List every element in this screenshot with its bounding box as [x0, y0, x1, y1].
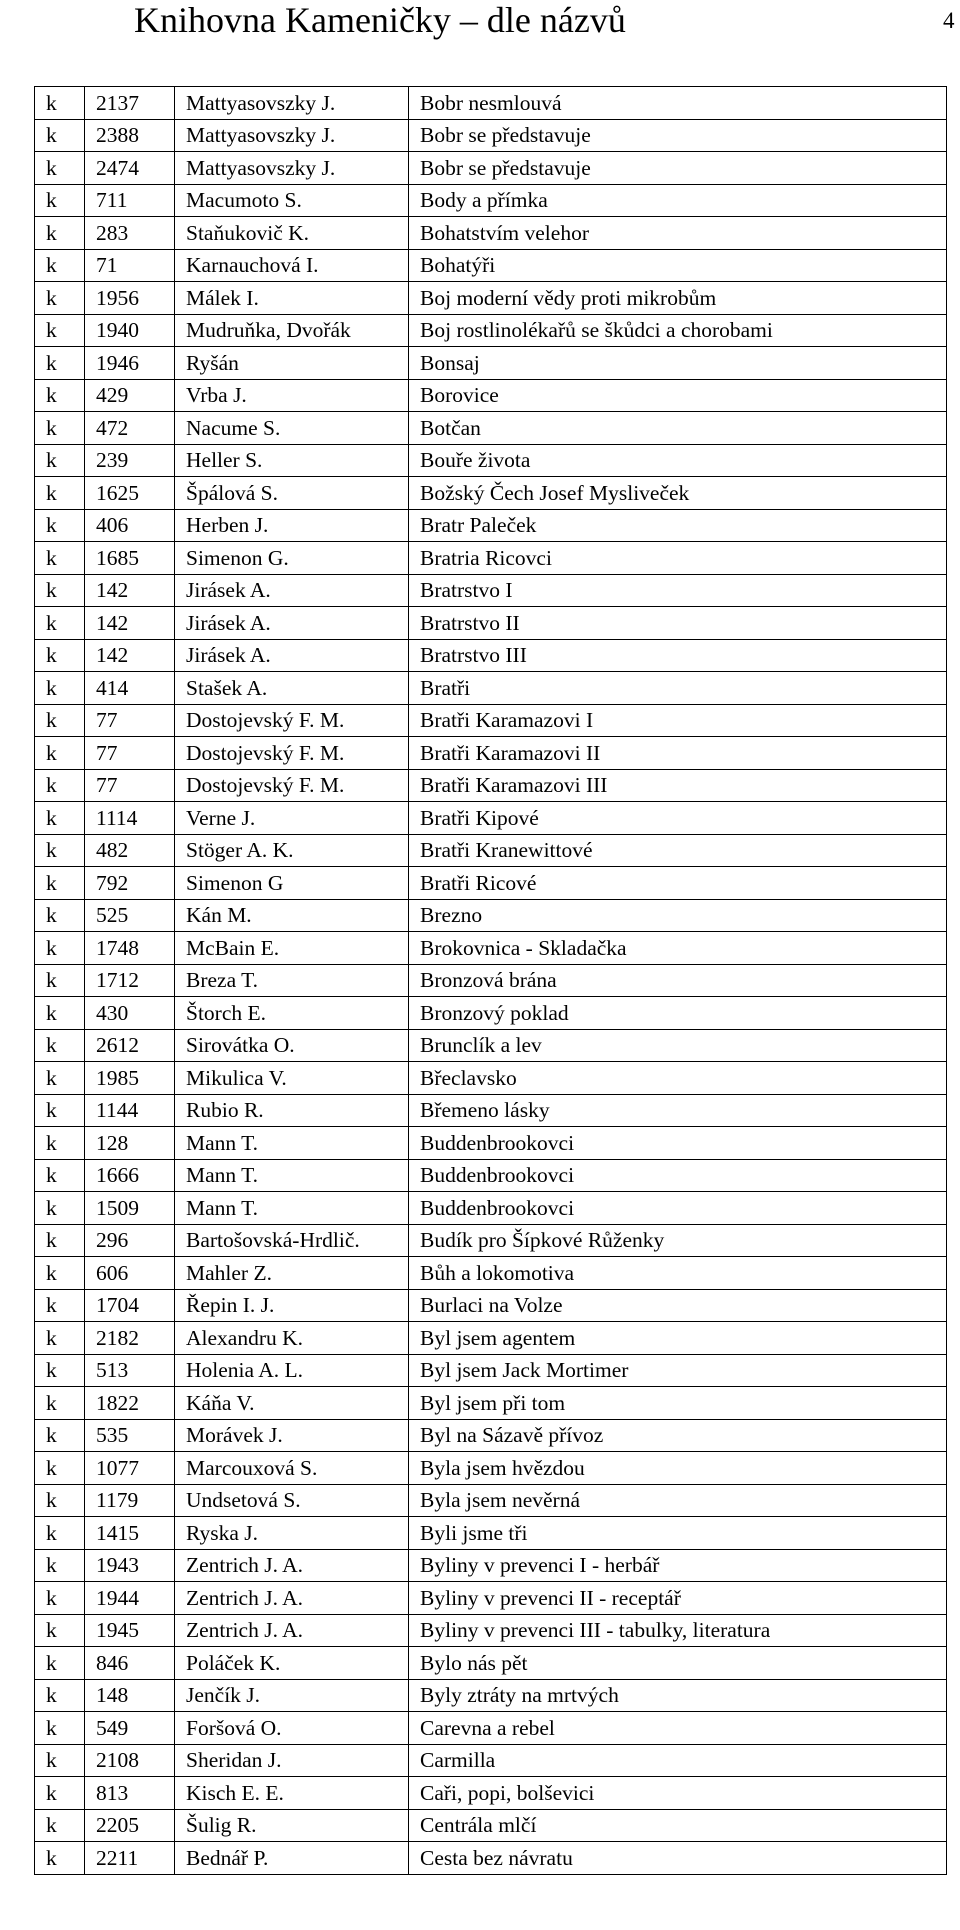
table-row [35, 1549, 947, 1582]
title-cell: Byly ztráty na mrtvých [409, 1679, 947, 1712]
table-row [35, 1322, 947, 1355]
author-cell: Verne J. [175, 802, 409, 835]
type-cell: k [35, 1062, 85, 1095]
title-cell: Bratři Karamazovi III [409, 769, 947, 802]
title-cell: Brezno [409, 899, 947, 932]
type-cell: k [35, 1614, 85, 1647]
author-cell: Jirásek A. [175, 607, 409, 640]
table-row [35, 1517, 947, 1550]
number-cell: 1945 [85, 1614, 175, 1647]
table-row [35, 834, 947, 867]
table-row [35, 1842, 947, 1875]
table-row [35, 1809, 947, 1842]
author-cell: Mann T. [175, 1127, 409, 1160]
type-cell: k [35, 1192, 85, 1225]
number-cell: 1946 [85, 347, 175, 380]
table-row [35, 1647, 947, 1680]
catalog-body [35, 87, 947, 1875]
number-cell: 1114 [85, 802, 175, 835]
table-row [35, 704, 947, 737]
author-cell: Herben J. [175, 509, 409, 542]
table-row [35, 282, 947, 315]
number-cell: 148 [85, 1679, 175, 1712]
title-cell: Byli jsme tři [409, 1517, 947, 1550]
type-cell: k [35, 769, 85, 802]
table-row [35, 639, 947, 672]
type-cell: k [35, 444, 85, 477]
type-cell: k [35, 1419, 85, 1452]
author-cell: Štorch E. [175, 997, 409, 1030]
number-cell: 2205 [85, 1809, 175, 1842]
title-cell: Bratři Karamazovi I [409, 704, 947, 737]
number-cell: 77 [85, 737, 175, 770]
title-cell: Centrála mlčí [409, 1809, 947, 1842]
number-cell: 1685 [85, 542, 175, 575]
author-cell: Heller S. [175, 444, 409, 477]
type-cell: k [35, 1679, 85, 1712]
type-cell: k [35, 672, 85, 705]
table-row [35, 1712, 947, 1745]
table-row [35, 1159, 947, 1192]
title-cell: Bohatýři [409, 249, 947, 282]
type-cell: k [35, 607, 85, 640]
table-row [35, 997, 947, 1030]
title-cell: Budík pro Šípkové Růženky [409, 1224, 947, 1257]
number-cell: 1144 [85, 1094, 175, 1127]
table-row [35, 542, 947, 575]
title-cell: Bobr se představuje [409, 119, 947, 152]
type-cell: k [35, 834, 85, 867]
table-row [35, 347, 947, 380]
title-cell: Buddenbrookovci [409, 1127, 947, 1160]
type-cell: k [35, 217, 85, 250]
table-row [35, 867, 947, 900]
type-cell: k [35, 1809, 85, 1842]
author-cell: Macumoto S. [175, 184, 409, 217]
number-cell: 2474 [85, 152, 175, 185]
number-cell: 813 [85, 1777, 175, 1810]
table-row [35, 87, 947, 120]
number-cell: 71 [85, 249, 175, 282]
title-cell: Byliny v prevenci II - receptář [409, 1582, 947, 1615]
author-cell: Káňa V. [175, 1387, 409, 1420]
author-cell: Staňukovič K. [175, 217, 409, 250]
type-cell: k [35, 737, 85, 770]
title-cell: Bratrstvo I [409, 574, 947, 607]
author-cell: Rubio R. [175, 1094, 409, 1127]
number-cell: 1625 [85, 477, 175, 510]
title-cell: Bobr se představuje [409, 152, 947, 185]
title-cell: Bronzová brána [409, 964, 947, 997]
author-cell: Karnauchová I. [175, 249, 409, 282]
title-cell: Bůh a lokomotiva [409, 1257, 947, 1290]
type-cell: k [35, 152, 85, 185]
author-cell: Řepin I. J. [175, 1289, 409, 1322]
type-cell: k [35, 802, 85, 835]
number-cell: 1944 [85, 1582, 175, 1615]
title-cell: Byla jsem nevěrná [409, 1484, 947, 1517]
title-cell: Bylo nás pět [409, 1647, 947, 1680]
author-cell: Marcouxová S. [175, 1452, 409, 1485]
title-cell: Bratři Ricové [409, 867, 947, 900]
table-row [35, 1192, 947, 1225]
table-row [35, 1387, 947, 1420]
type-cell: k [35, 1224, 85, 1257]
number-cell: 142 [85, 607, 175, 640]
author-cell: McBain E. [175, 932, 409, 965]
title-cell: Bratria Ricovci [409, 542, 947, 575]
type-cell: k [35, 1647, 85, 1680]
title-cell: Buddenbrookovci [409, 1159, 947, 1192]
number-cell: 1704 [85, 1289, 175, 1322]
number-cell: 535 [85, 1419, 175, 1452]
author-cell: Zentrich J. A. [175, 1614, 409, 1647]
title-cell: Byl jsem agentem [409, 1322, 947, 1355]
title-cell: Břemeno lásky [409, 1094, 947, 1127]
type-cell: k [35, 1517, 85, 1550]
table-row [35, 379, 947, 412]
type-cell: k [35, 574, 85, 607]
type-cell: k [35, 87, 85, 120]
type-cell: k [35, 1777, 85, 1810]
table-row [35, 1354, 947, 1387]
title-cell: Břeclavsko [409, 1062, 947, 1095]
title-cell: Brokovnica - Skladačka [409, 932, 947, 965]
type-cell: k [35, 1354, 85, 1387]
table-row [35, 184, 947, 217]
table-row [35, 314, 947, 347]
table-row [35, 509, 947, 542]
type-cell: k [35, 1744, 85, 1777]
title-cell: Burlaci na Volze [409, 1289, 947, 1322]
author-cell: Jenčík J. [175, 1679, 409, 1712]
author-cell: Dostojevský F. M. [175, 704, 409, 737]
number-cell: 1666 [85, 1159, 175, 1192]
table-row [35, 1484, 947, 1517]
table-row [35, 217, 947, 250]
author-cell: Mikulica V. [175, 1062, 409, 1095]
number-cell: 1748 [85, 932, 175, 965]
type-cell: k [35, 639, 85, 672]
title-cell: Botčan [409, 412, 947, 445]
title-cell: Bratři Kipové [409, 802, 947, 835]
type-cell: k [35, 1549, 85, 1582]
author-cell: Sheridan J. [175, 1744, 409, 1777]
number-cell: 846 [85, 1647, 175, 1680]
table-row [35, 152, 947, 185]
title-cell: Boj rostlinolékařů se škůdci a chorobami [409, 314, 947, 347]
title-cell: Byl jsem při tom [409, 1387, 947, 1420]
title-cell: Bonsaj [409, 347, 947, 380]
type-cell: k [35, 704, 85, 737]
title-cell: Boj moderní vědy proti mikrobům [409, 282, 947, 315]
table-row [35, 1452, 947, 1485]
number-cell: 77 [85, 704, 175, 737]
title-cell: Byla jsem hvězdou [409, 1452, 947, 1485]
table-row [35, 1127, 947, 1160]
author-cell: Kán M. [175, 899, 409, 932]
number-cell: 128 [85, 1127, 175, 1160]
table-row [35, 607, 947, 640]
type-cell: k [35, 1387, 85, 1420]
author-cell: Undsetová S. [175, 1484, 409, 1517]
table-row [35, 1062, 947, 1095]
author-cell: Breza T. [175, 964, 409, 997]
number-cell: 2137 [85, 87, 175, 120]
author-cell: Poláček K. [175, 1647, 409, 1680]
table-row [35, 1679, 947, 1712]
title-cell: Bratrstvo III [409, 639, 947, 672]
author-cell: Ryšán [175, 347, 409, 380]
number-cell: 2108 [85, 1744, 175, 1777]
title-cell: Bratři Kranewittové [409, 834, 947, 867]
title-cell: Byliny v prevenci III - tabulky, literatura [409, 1614, 947, 1647]
author-cell: Mattyasovszky J. [175, 119, 409, 152]
author-cell: Stašek A. [175, 672, 409, 705]
type-cell: k [35, 1029, 85, 1062]
number-cell: 1822 [85, 1387, 175, 1420]
title-cell: Carmilla [409, 1744, 947, 1777]
type-cell: k [35, 1322, 85, 1355]
title-cell: Bratři [409, 672, 947, 705]
number-cell: 77 [85, 769, 175, 802]
author-cell: Kisch E. E. [175, 1777, 409, 1810]
number-cell: 1509 [85, 1192, 175, 1225]
type-cell: k [35, 997, 85, 1030]
author-cell: Vrba J. [175, 379, 409, 412]
number-cell: 2388 [85, 119, 175, 152]
table-row [35, 477, 947, 510]
number-cell: 1956 [85, 282, 175, 315]
title-cell: Byl na Sázavě přívoz [409, 1419, 947, 1452]
table-row [35, 574, 947, 607]
title-cell: Carevna a rebel [409, 1712, 947, 1745]
title-cell: Bratři Karamazovi II [409, 737, 947, 770]
type-cell: k [35, 379, 85, 412]
type-cell: k [35, 1452, 85, 1485]
title-cell: Brunclík a lev [409, 1029, 947, 1062]
number-cell: 549 [85, 1712, 175, 1745]
library-catalog-table [34, 86, 947, 1875]
author-cell: Mann T. [175, 1159, 409, 1192]
type-cell: k [35, 509, 85, 542]
number-cell: 2211 [85, 1842, 175, 1875]
author-cell: Bednář P. [175, 1842, 409, 1875]
type-cell: k [35, 249, 85, 282]
author-cell: Zentrich J. A. [175, 1582, 409, 1615]
type-cell: k [35, 1094, 85, 1127]
author-cell: Morávek J. [175, 1419, 409, 1452]
type-cell: k [35, 1582, 85, 1615]
title-cell: Bouře života [409, 444, 947, 477]
number-cell: 1415 [85, 1517, 175, 1550]
title-cell: Bohatstvím velehor [409, 217, 947, 250]
table-row [35, 769, 947, 802]
title-cell: Božský Čech Josef Mysliveček [409, 477, 947, 510]
number-cell: 606 [85, 1257, 175, 1290]
number-cell: 1077 [85, 1452, 175, 1485]
table-row [35, 444, 947, 477]
author-cell: Dostojevský F. M. [175, 737, 409, 770]
number-cell: 1712 [85, 964, 175, 997]
author-cell: Stöger A. K. [175, 834, 409, 867]
table-row [35, 1224, 947, 1257]
type-cell: k [35, 1484, 85, 1517]
number-cell: 430 [85, 997, 175, 1030]
number-cell: 239 [85, 444, 175, 477]
number-cell: 406 [85, 509, 175, 542]
type-cell: k [35, 477, 85, 510]
author-cell: Mudruňka, Dvořák [175, 314, 409, 347]
type-cell: k [35, 1257, 85, 1290]
number-cell: 2182 [85, 1322, 175, 1355]
table-row [35, 1289, 947, 1322]
table-row [35, 412, 947, 445]
number-cell: 1985 [85, 1062, 175, 1095]
number-cell: 2612 [85, 1029, 175, 1062]
type-cell: k [35, 1842, 85, 1875]
type-cell: k [35, 412, 85, 445]
table-row [35, 1094, 947, 1127]
author-cell: Mattyasovszky J. [175, 87, 409, 120]
type-cell: k [35, 1159, 85, 1192]
author-cell: Nacume S. [175, 412, 409, 445]
number-cell: 296 [85, 1224, 175, 1257]
author-cell: Mann T. [175, 1192, 409, 1225]
table-row [35, 932, 947, 965]
table-row [35, 899, 947, 932]
number-cell: 1179 [85, 1484, 175, 1517]
author-cell: Alexandru K. [175, 1322, 409, 1355]
author-cell: Simenon G. [175, 542, 409, 575]
author-cell: Bartošovská-Hrdlič. [175, 1224, 409, 1257]
table-row [35, 249, 947, 282]
title-cell: Byl jsem Jack Mortimer [409, 1354, 947, 1387]
page-header [0, 0, 960, 60]
title-cell: Bratrstvo II [409, 607, 947, 640]
title-cell: Caři, popi, bolševici [409, 1777, 947, 1810]
title-cell: Body a přímka [409, 184, 947, 217]
type-cell: k [35, 1289, 85, 1322]
type-cell: k [35, 1712, 85, 1745]
title-cell: Bratr Paleček [409, 509, 947, 542]
title-cell: Bobr nesmlouvá [409, 87, 947, 120]
table-row [35, 1582, 947, 1615]
table-row [35, 1419, 947, 1452]
number-cell: 482 [85, 834, 175, 867]
number-cell: 283 [85, 217, 175, 250]
author-cell: Simenon G [175, 867, 409, 900]
table-row [35, 119, 947, 152]
author-cell: Foršová O. [175, 1712, 409, 1745]
table-row [35, 1744, 947, 1777]
type-cell: k [35, 1127, 85, 1160]
number-cell: 513 [85, 1354, 175, 1387]
author-cell: Špálová S. [175, 477, 409, 510]
type-cell: k [35, 314, 85, 347]
author-cell: Holenia A. L. [175, 1354, 409, 1387]
type-cell: k [35, 347, 85, 380]
type-cell: k [35, 184, 85, 217]
number-cell: 1940 [85, 314, 175, 347]
author-cell: Jirásek A. [175, 639, 409, 672]
author-cell: Jirásek A. [175, 574, 409, 607]
author-cell: Ryska J. [175, 1517, 409, 1550]
author-cell: Mattyasovszky J. [175, 152, 409, 185]
number-cell: 711 [85, 184, 175, 217]
table-row [35, 1614, 947, 1647]
type-cell: k [35, 282, 85, 315]
title-cell: Bronzový poklad [409, 997, 947, 1030]
author-cell: Šulig R. [175, 1809, 409, 1842]
type-cell: k [35, 119, 85, 152]
table-row [35, 802, 947, 835]
type-cell: k [35, 867, 85, 900]
type-cell: k [35, 964, 85, 997]
table-row [35, 1257, 947, 1290]
author-cell: Málek I. [175, 282, 409, 315]
author-cell: Zentrich J. A. [175, 1549, 409, 1582]
type-cell: k [35, 932, 85, 965]
author-cell: Dostojevský F. M. [175, 769, 409, 802]
title-cell: Borovice [409, 379, 947, 412]
number-cell: 1943 [85, 1549, 175, 1582]
number-cell: 525 [85, 899, 175, 932]
table-row [35, 1777, 947, 1810]
number-cell: 792 [85, 867, 175, 900]
title-cell: Byliny v prevenci I - herbář [409, 1549, 947, 1582]
number-cell: 142 [85, 574, 175, 607]
number-cell: 472 [85, 412, 175, 445]
table-row [35, 964, 947, 997]
table-row [35, 737, 947, 770]
type-cell: k [35, 899, 85, 932]
page-title: Knihovna Kameničky – dle názvů [134, 0, 626, 40]
number-cell: 429 [85, 379, 175, 412]
table-row [35, 672, 947, 705]
number-cell: 414 [85, 672, 175, 705]
title-cell: Buddenbrookovci [409, 1192, 947, 1225]
type-cell: k [35, 542, 85, 575]
author-cell: Sirovátka O. [175, 1029, 409, 1062]
number-cell: 142 [85, 639, 175, 672]
page-number: 4 [943, 8, 955, 33]
table-row [35, 1029, 947, 1062]
title-cell: Cesta bez návratu [409, 1842, 947, 1875]
author-cell: Mahler Z. [175, 1257, 409, 1290]
